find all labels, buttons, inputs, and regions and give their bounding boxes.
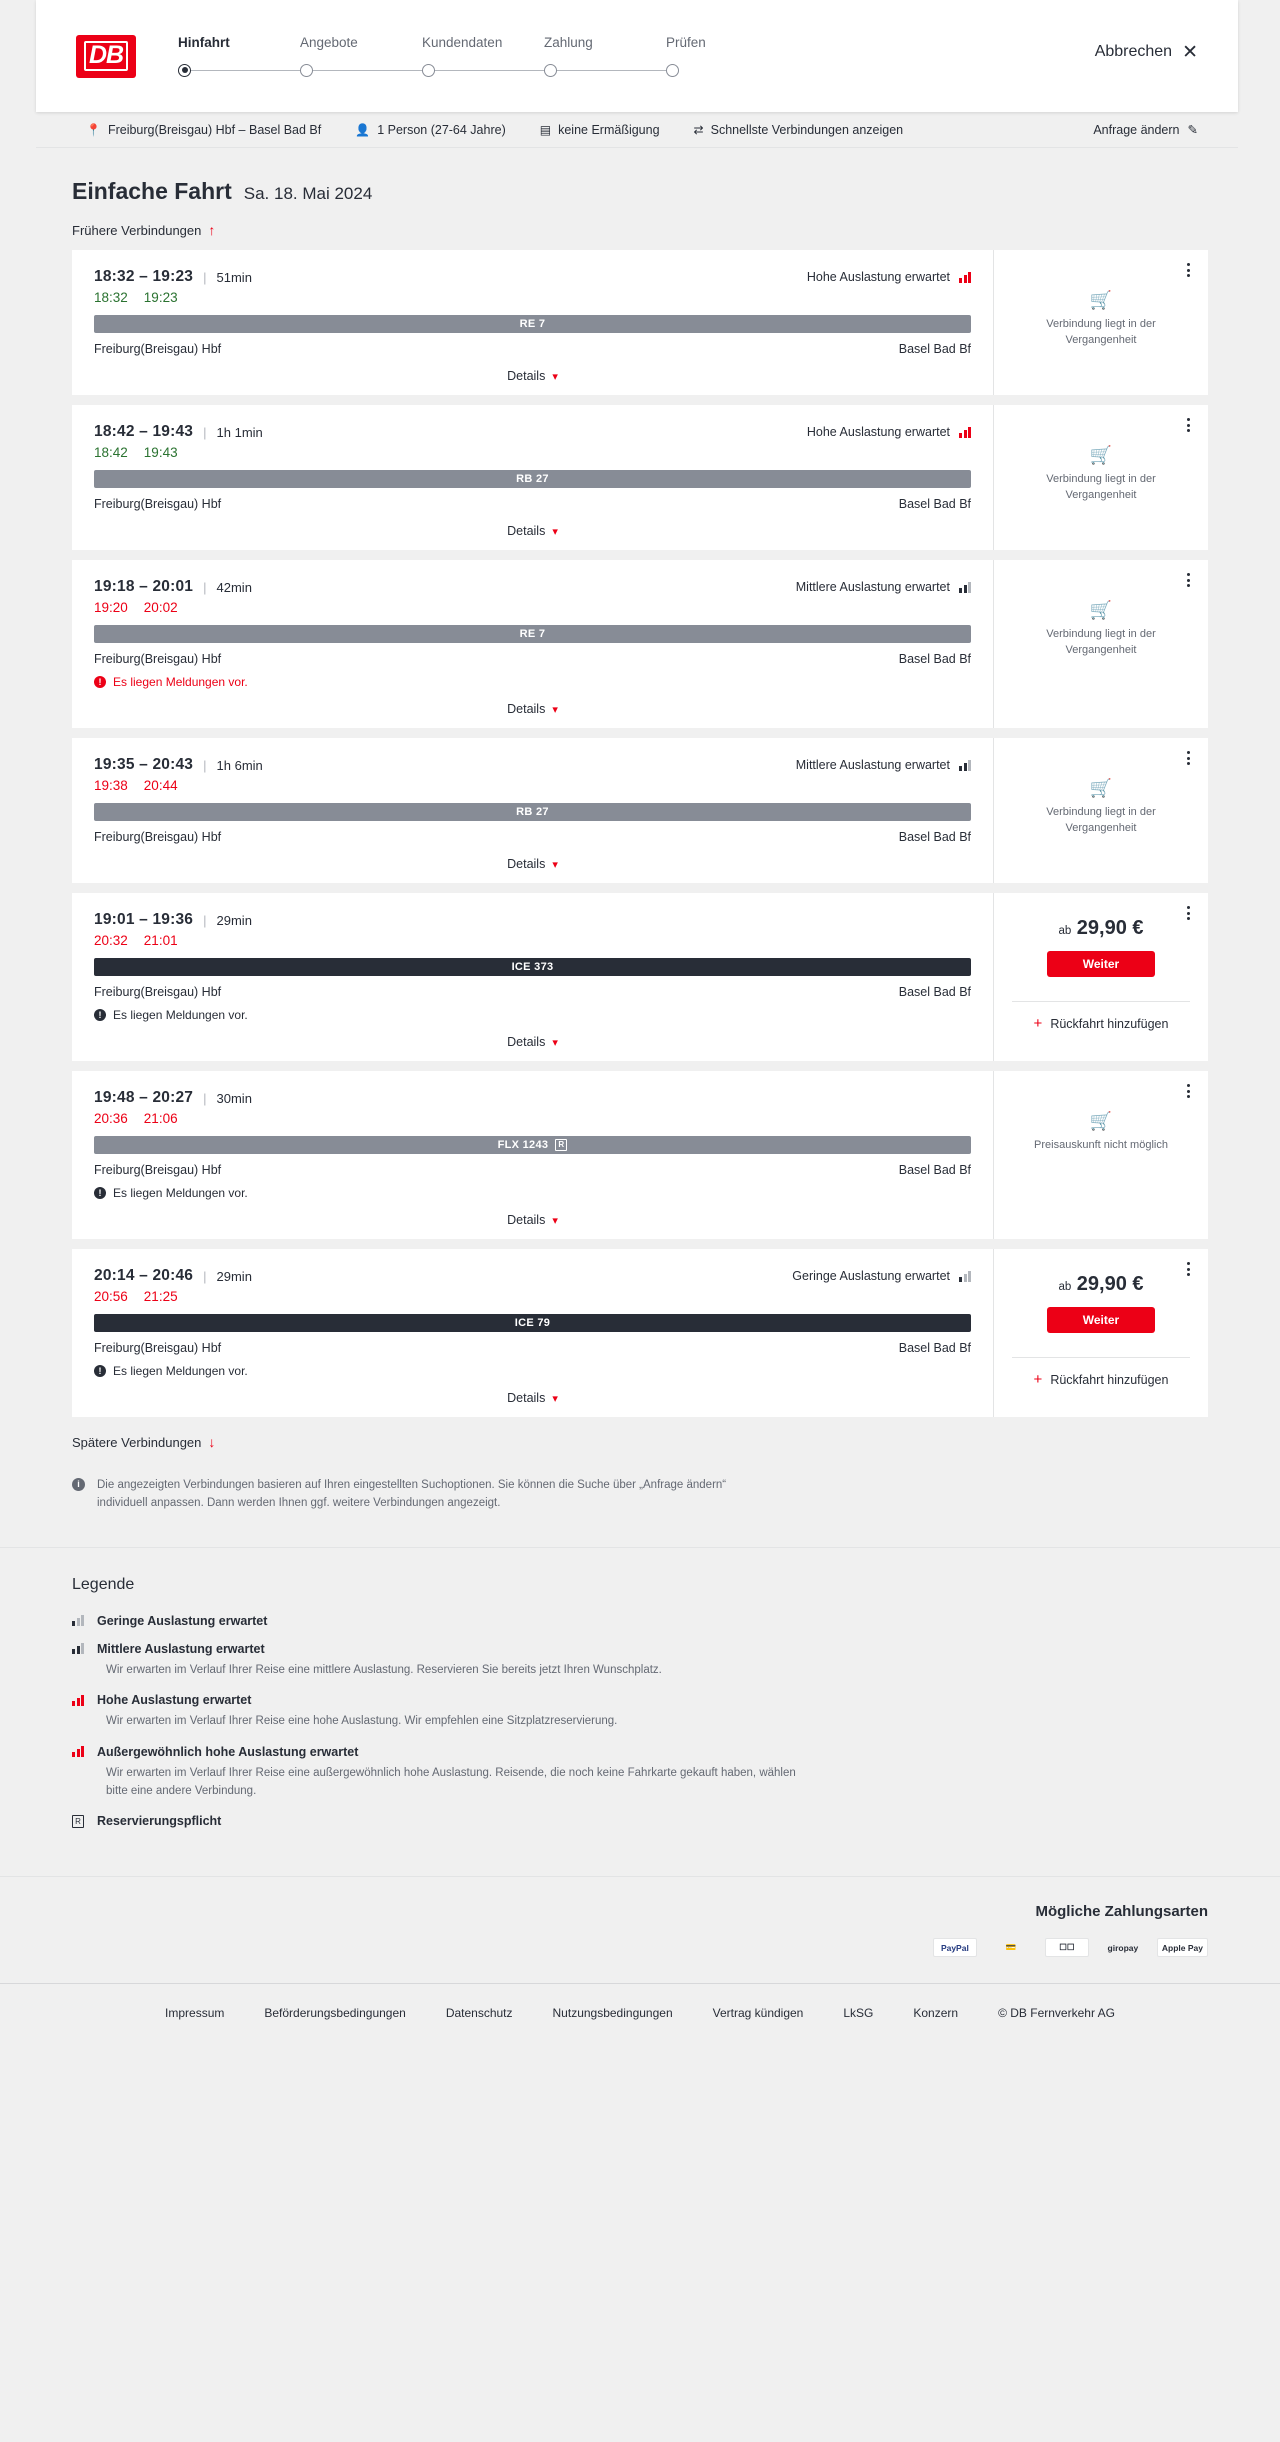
occupancy-bars-icon — [959, 272, 971, 283]
arrow-up-icon: ↑ — [208, 222, 216, 238]
details-toggle[interactable] — [94, 1213, 971, 1231]
cart-crossed-icon: 🛒 — [1089, 445, 1113, 465]
legend-item — [72, 1642, 1280, 1679]
step-connector — [434, 70, 544, 71]
footer-link[interactable]: LkSG — [843, 2006, 874, 2021]
legend-item — [72, 1745, 1280, 1801]
train-label: FLX 1243 — [497, 1139, 549, 1151]
separator: | — [203, 579, 207, 595]
app-header — [36, 0, 1238, 112]
connection-card[interactable] — [72, 893, 1208, 1062]
step-dot-icon — [544, 64, 557, 77]
step-connector — [556, 70, 666, 71]
footer-copyright: © DB Fernverkehr AG — [998, 2006, 1115, 2021]
step-angebote[interactable] — [300, 35, 422, 78]
chevron-down-icon: ▾ — [552, 858, 558, 871]
origin-station: Freiburg(Breisgau) Hbf — [94, 342, 222, 356]
payment-methods-list — [0, 1938, 1208, 1957]
step-hinfahrt[interactable] — [178, 35, 300, 78]
train-bar[interactable] — [94, 470, 971, 488]
step-dot-icon — [666, 64, 679, 77]
actual-times — [94, 290, 971, 305]
details-label: Details — [507, 702, 546, 716]
station-row — [94, 342, 971, 356]
connection-times — [94, 423, 971, 441]
duration-label: 51min — [216, 269, 252, 285]
occupancy-bars-icon — [72, 1615, 84, 1626]
connection-times — [94, 1267, 971, 1285]
train-bar[interactable] — [94, 958, 971, 976]
destination-station: Basel Bad Bf — [898, 985, 971, 999]
duration-label: 30min — [216, 1090, 252, 1106]
summary-route-label: Freiburg(Breisgau) Hbf – Basel Bad Bf — [107, 122, 322, 137]
connection-message[interactable] — [94, 1008, 971, 1022]
more-options-icon[interactable] — [1180, 1259, 1196, 1279]
legend-label: Mittlere Auslastung erwartet — [97, 1641, 265, 1656]
actual-arrival: 21:06 — [143, 1111, 178, 1126]
step-label: Hinfahrt — [178, 34, 230, 50]
legend-label: Hohe Auslastung erwartet — [97, 1693, 252, 1708]
actual-arrival: 20:44 — [143, 778, 178, 793]
occupancy-bars-icon — [959, 427, 971, 438]
summary-sorting-label: Schnellste Verbindungen anzeigen — [710, 122, 904, 137]
duration-label: 29min — [216, 1268, 252, 1284]
more-options-icon[interactable] — [1180, 415, 1196, 435]
destination-station: Basel Bad Bf — [898, 652, 971, 666]
price-block — [1012, 1273, 1190, 1333]
connection-times — [94, 911, 971, 929]
separator: | — [203, 424, 207, 440]
applepay-icon — [1157, 1938, 1208, 1957]
continue-button[interactable]: Weiter — [1047, 951, 1155, 977]
change-request-button[interactable] — [1093, 122, 1198, 137]
legend-description: Wir erwarten im Verlauf Ihrer Reise eine mittlere Auslastung. Reservieren Sie bereits jetzt Ihren Wunschplatz. — [106, 1663, 662, 1676]
scheduled-time: 19:18 – 20:01 — [94, 578, 194, 595]
details-label: Details — [507, 1391, 546, 1405]
train-label: RE 7 — [519, 628, 546, 640]
train-label: RB 27 — [516, 473, 549, 485]
actual-arrival: 19:23 — [143, 290, 178, 305]
connection-message-text: Es liegen Meldungen vor. — [113, 1008, 248, 1022]
add-return-button[interactable] — [1012, 1357, 1190, 1387]
separator: | — [203, 269, 207, 285]
actual-departure: 20:32 — [94, 933, 128, 948]
step-dot-icon — [300, 64, 313, 77]
info-icon: i — [72, 1478, 85, 1491]
actual-times — [94, 778, 971, 793]
connection-message[interactable] — [94, 1186, 971, 1200]
connection-status-panel — [993, 405, 1208, 550]
connection-list — [72, 250, 1208, 1418]
separator: | — [203, 757, 207, 773]
details-toggle[interactable] — [94, 1391, 971, 1409]
station-row — [94, 1341, 971, 1355]
giropay-label: giropay — [1107, 1942, 1139, 1953]
price-value: ab 29,90 € — [1058, 917, 1144, 939]
actual-arrival: 19:43 — [143, 445, 178, 460]
legend-items — [72, 1614, 1280, 1829]
unavailable-text: Verbindung liegt in der Vergangenheit — [1046, 473, 1156, 501]
station-row — [94, 652, 971, 666]
occupancy-indicator — [807, 270, 971, 284]
destination-station: Basel Bad Bf — [898, 830, 971, 844]
connection-status-panel — [993, 1071, 1208, 1239]
scheduled-time: 20:14 – 20:46 — [94, 1267, 194, 1284]
connection-details — [72, 405, 993, 550]
db-logo — [76, 35, 136, 78]
step-zahlung[interactable] — [544, 35, 666, 78]
connection-times — [94, 268, 971, 286]
legend-head — [72, 1745, 1280, 1759]
train-bar[interactable] — [94, 625, 971, 643]
train-bar[interactable] — [94, 1314, 971, 1332]
step-pruefen[interactable] — [666, 35, 788, 78]
page-title-date: Sa. 18. Mai 2024 — [243, 184, 373, 203]
close-icon[interactable]: ✕ — [1182, 41, 1198, 63]
cancel-button[interactable] — [1095, 43, 1198, 70]
footer-link[interactable]: Nutzungsbedingungen — [552, 2006, 673, 2021]
plus-icon: + — [1033, 1015, 1043, 1032]
connection-message[interactable] — [94, 1364, 971, 1378]
step-dot-icon — [422, 64, 435, 77]
later-connections-button[interactable] — [0, 1434, 1280, 1450]
reservation-required-icon: R — [555, 1139, 567, 1151]
details-label: Details — [507, 1035, 546, 1049]
occupancy-bars-icon — [959, 760, 971, 771]
actual-departure: 19:20 — [94, 600, 128, 615]
occupancy-label: Hohe Auslastung erwartet — [806, 270, 950, 284]
connection-details — [72, 738, 993, 883]
occupancy-label: Geringe Auslastung erwartet — [792, 1269, 950, 1283]
step-connector — [312, 70, 422, 71]
connection-card[interactable] — [72, 250, 1208, 396]
footer-link[interactable]: Beförderungsbedingungen — [264, 2006, 406, 2021]
legend-section — [0, 1547, 1280, 1877]
actual-departure: 18:32 — [94, 290, 128, 305]
warning-icon — [94, 1187, 106, 1199]
footer-link[interactable]: Datenschutz — [445, 2006, 513, 2021]
details-label: Details — [507, 369, 546, 383]
occupancy-indicator — [792, 1269, 971, 1283]
search-hint — [72, 1476, 772, 1513]
origin-station: Freiburg(Breisgau) Hbf — [94, 497, 222, 511]
occupancy-indicator — [796, 580, 971, 594]
separator: | — [203, 1268, 207, 1284]
connection-details — [72, 560, 993, 728]
connection-message-text: Es liegen Meldungen vor. — [113, 1364, 248, 1378]
price-panel — [993, 893, 1208, 1061]
occupancy-indicator — [796, 758, 971, 772]
step-kundendaten[interactable] — [422, 35, 544, 78]
train-bar[interactable] — [94, 315, 971, 333]
unavailable-text: Verbindung liegt in der Vergangenheit — [1046, 628, 1156, 656]
details-toggle[interactable] — [94, 702, 971, 720]
price-prefix: ab — [1058, 1281, 1072, 1293]
unavailable-block — [1012, 1111, 1190, 1154]
duration-label: 1h 1min — [216, 424, 263, 440]
sofort-icon: 💳 — [1005, 1942, 1017, 1953]
cart-crossed-icon: 🛒 — [1089, 778, 1113, 798]
legend-label: Geringe Auslastung erwartet — [97, 1613, 268, 1628]
details-label: Details — [507, 857, 546, 871]
payment-methods-section — [0, 1876, 1280, 1983]
arrows-icon: ⇄ — [693, 122, 704, 137]
scheduled-time: 18:32 – 19:23 — [94, 268, 194, 285]
train-bar[interactable] — [94, 803, 971, 821]
scheduled-time: 18:42 – 19:43 — [94, 423, 194, 440]
db-logo-text: DB — [84, 41, 128, 71]
more-options-icon[interactable] — [1180, 570, 1196, 590]
warning-icon — [94, 1009, 106, 1021]
actual-times — [94, 1111, 971, 1126]
connection-details — [72, 1071, 993, 1239]
details-toggle[interactable] — [94, 1035, 971, 1053]
cancel-label: Abbrechen — [1094, 43, 1173, 60]
location-pin-icon: 📍 — [86, 122, 101, 137]
giropay-icon — [1101, 1938, 1145, 1957]
arrow-down-icon: ↓ — [208, 1434, 216, 1450]
unavailable-block — [1012, 445, 1190, 504]
origin-station: Freiburg(Breisgau) Hbf — [94, 830, 222, 844]
applepay-label: Apple Pay — [1161, 1942, 1203, 1953]
summary-discount[interactable] — [540, 123, 660, 137]
step-label: Kundendaten — [422, 34, 503, 50]
cart-crossed-icon: 🛒 — [1089, 1111, 1113, 1131]
payment-methods-title: Mögliche Zahlungsarten — [1035, 1903, 1208, 1921]
add-return-button[interactable] — [1012, 1001, 1190, 1031]
details-label: Details — [507, 1213, 546, 1227]
occupancy-bars-icon — [72, 1746, 84, 1757]
connection-details — [72, 1249, 993, 1417]
details-toggle[interactable] — [94, 857, 971, 875]
connection-message-text: Es liegen Meldungen vor. — [113, 675, 248, 689]
search-hint-text: Die angezeigten Verbindungen basieren auf Ihren eingestellten Suchoptionen. Sie können die Suche über „Anfrage ändern“ individuell anpassen. Dann werden Ihnen ggf. weitere Verbindungen angezeigt. — [97, 1479, 727, 1510]
unavailable-block — [1012, 778, 1190, 837]
summary-sorting[interactable] — [694, 123, 904, 137]
legend-description: Wir erwarten im Verlauf Ihrer Reise eine außergewöhnlich hohe Auslastung. Reisende, die noch keine Fahrkarte gekauft haben, wählen bitte eine andere Verbindung. — [106, 1766, 796, 1797]
origin-station: Freiburg(Breisgau) Hbf — [94, 1163, 222, 1177]
legend-label: Reservierungspflicht — [97, 1814, 222, 1829]
separator: | — [203, 1090, 207, 1106]
page-title-text: Einfache Fahrt — [72, 178, 232, 204]
search-summary-bar — [36, 112, 1238, 148]
legend-head — [72, 1814, 1280, 1828]
train-bar[interactable] — [94, 1136, 971, 1154]
summary-passengers-label: 1 Person (27-64 Jahre) — [377, 122, 506, 137]
person-icon: 👤 — [355, 122, 371, 137]
later-connections-label: Spätere Verbindungen — [72, 1434, 202, 1450]
continue-button[interactable]: Weiter — [1047, 1307, 1155, 1333]
train-label: ICE 373 — [511, 961, 554, 973]
train-label: ICE 79 — [514, 1317, 551, 1329]
actual-arrival: 21:25 — [143, 1289, 178, 1304]
creditcard-icon: ☐☐ — [1045, 1938, 1089, 1957]
chevron-down-icon: ▾ — [552, 703, 558, 716]
legend-item — [72, 1614, 1280, 1628]
details-label: Details — [507, 524, 546, 538]
chevron-down-icon: ▾ — [552, 1036, 558, 1049]
station-row — [94, 1163, 971, 1177]
unavailable-text: Preisauskunft nicht möglich — [1034, 1139, 1168, 1151]
summary-route[interactable] — [86, 123, 321, 137]
occupancy-label: Mittlere Auslastung erwartet — [795, 580, 950, 594]
actual-departure: 19:38 — [94, 778, 128, 793]
card-icon: ▤ — [539, 122, 552, 137]
connection-times — [94, 578, 971, 596]
actual-departure: 18:42 — [94, 445, 128, 460]
pencil-icon[interactable]: ✎ — [1187, 123, 1198, 137]
step-dot-icon — [178, 64, 191, 77]
main-content — [0, 148, 1280, 1513]
occupancy-bars-icon — [959, 1271, 971, 1282]
actual-arrival: 21:01 — [143, 933, 178, 948]
connection-details — [72, 250, 993, 395]
cart-crossed-icon: 🛒 — [1089, 290, 1113, 310]
legend-head — [72, 1693, 1280, 1707]
earlier-connections-label: Frühere Verbindungen — [72, 222, 202, 238]
occupancy-label: Mittlere Auslastung erwartet — [795, 758, 950, 772]
more-options-icon[interactable] — [1180, 260, 1196, 280]
connection-card[interactable] — [72, 1071, 1208, 1240]
scheduled-time: 19:48 – 20:27 — [94, 1089, 194, 1106]
reservation-required-icon: R — [72, 1815, 84, 1828]
legend-item — [72, 1693, 1280, 1730]
occupancy-bars-icon — [72, 1643, 84, 1654]
price-panel — [993, 1249, 1208, 1417]
add-return-label: Rückfahrt hinzufügen — [1050, 1016, 1169, 1031]
actual-times — [94, 1289, 971, 1304]
destination-station: Basel Bad Bf — [898, 1163, 971, 1177]
price-value: ab 29,90 € — [1058, 1273, 1144, 1295]
legend-item — [72, 1814, 1280, 1828]
step-label: Zahlung — [544, 34, 593, 50]
price-prefix: ab — [1058, 925, 1072, 937]
actual-arrival: 20:02 — [143, 600, 178, 615]
warning-icon — [94, 676, 106, 688]
legend-head — [72, 1642, 1280, 1656]
details-toggle[interactable] — [94, 524, 971, 542]
actual-departure: 20:36 — [94, 1111, 128, 1126]
chevron-down-icon: ▾ — [552, 1392, 558, 1405]
step-connector — [190, 70, 300, 71]
actual-times — [94, 600, 971, 615]
connection-card[interactable] — [72, 405, 1208, 551]
footer-link[interactable]: Vertrag kündigen — [712, 2006, 804, 2021]
occupancy-bars-icon — [959, 582, 971, 593]
train-label: RB 27 — [516, 806, 549, 818]
actual-departure: 20:56 — [94, 1289, 128, 1304]
duration-label: 29min — [216, 912, 252, 928]
station-row — [94, 830, 971, 844]
earlier-connections-button[interactable] — [0, 222, 1280, 238]
occupancy-label: Hohe Auslastung erwartet — [806, 425, 950, 439]
checkout-stepper — [178, 35, 788, 78]
summary-passengers[interactable] — [355, 123, 506, 137]
destination-station: Basel Bad Bf — [898, 497, 971, 511]
connection-card[interactable] — [72, 560, 1208, 729]
occupancy-bars-icon — [72, 1695, 84, 1706]
connection-message[interactable] — [94, 675, 971, 689]
actual-times — [94, 445, 971, 460]
add-return-label: Rückfahrt hinzufügen — [1050, 1372, 1169, 1387]
origin-station: Freiburg(Breisgau) Hbf — [94, 985, 222, 999]
unavailable-block — [1012, 290, 1190, 349]
connection-card[interactable] — [72, 1249, 1208, 1418]
page-title — [0, 148, 1280, 205]
chevron-down-icon: ▾ — [552, 1214, 558, 1227]
connection-status-panel — [993, 560, 1208, 728]
footer-link[interactable]: Konzern — [913, 2006, 959, 2021]
origin-station: Freiburg(Breisgau) Hbf — [94, 1341, 222, 1355]
unavailable-text: Verbindung liegt in der Vergangenheit — [1046, 318, 1156, 346]
chevron-down-icon: ▾ — [552, 525, 558, 538]
connection-message-text: Es liegen Meldungen vor. — [113, 1186, 248, 1200]
more-options-icon[interactable] — [1180, 903, 1196, 923]
warning-icon — [94, 1365, 106, 1377]
step-label: Angebote — [300, 34, 358, 50]
connection-status-panel — [993, 738, 1208, 883]
paypal-label: PayPal — [940, 1942, 969, 1953]
origin-station: Freiburg(Breisgau) Hbf — [94, 652, 222, 666]
duration-label: 42min — [216, 579, 252, 595]
details-toggle[interactable] — [94, 369, 971, 387]
plus-icon: + — [1033, 1371, 1043, 1388]
destination-station: Basel Bad Bf — [898, 1341, 971, 1355]
duration-label: 1h 6min — [216, 757, 263, 773]
connection-status-panel — [993, 250, 1208, 395]
connection-times — [94, 756, 971, 774]
footer — [0, 1983, 1280, 2054]
scheduled-time: 19:01 – 19:36 — [94, 911, 194, 928]
chevron-down-icon: ▾ — [552, 370, 558, 383]
legend-label: Außergewöhnlich hohe Auslastung erwartet — [97, 1744, 359, 1759]
more-options-icon[interactable] — [1180, 748, 1196, 768]
unavailable-block — [1012, 600, 1190, 659]
separator: | — [203, 912, 207, 928]
station-row — [94, 497, 971, 511]
connection-card[interactable] — [72, 738, 1208, 884]
actual-times — [94, 933, 971, 948]
paypal-icon — [933, 1938, 977, 1957]
scheduled-time: 19:35 – 20:43 — [94, 756, 194, 773]
legend-title: Legende — [72, 1575, 135, 1593]
price-block — [1012, 917, 1190, 977]
station-row — [94, 985, 971, 999]
occupancy-indicator — [807, 425, 971, 439]
legend-head — [72, 1614, 1280, 1628]
step-label: Prüfen — [666, 34, 706, 50]
connection-details — [72, 893, 993, 1061]
connection-times — [94, 1089, 971, 1107]
legend-description: Wir erwarten im Verlauf Ihrer Reise eine hohe Auslastung. Wir empfehlen eine Sitzplatzreservierung. — [106, 1715, 618, 1728]
more-options-icon[interactable] — [1180, 1081, 1196, 1101]
train-label: RE 7 — [519, 318, 546, 330]
summary-discount-label: keine Ermäßigung — [558, 122, 660, 137]
destination-station: Basel Bad Bf — [898, 342, 971, 356]
unavailable-text: Verbindung liegt in der Vergangenheit — [1046, 806, 1156, 834]
change-request-label: Anfrage ändern — [1093, 122, 1180, 137]
cart-crossed-icon: 🛒 — [1089, 600, 1113, 620]
footer-link[interactable]: Impressum — [165, 2006, 225, 2021]
